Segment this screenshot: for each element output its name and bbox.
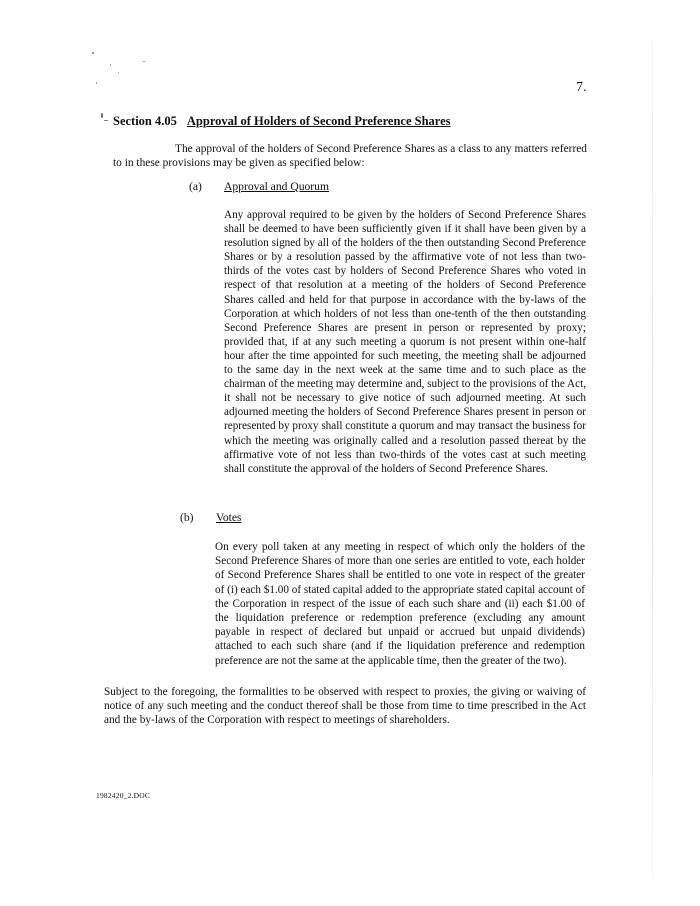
- section-heading: [113, 114, 451, 129]
- subsection-a-text: Any approval required to be given by the holders of Second Preference Shares shall be deemed to have been sufficiently given if it shall have been given by a resolution signed by all of the holders of the then outstanding Second Preference Shares or by a resolution passed by the affirmative vote of not less than two-thirds of the votes cast by holders of Second Preference Shares who voted in respect of that resolution at a meeting of the holders of Second Preference Shares called and held for that purpose in accordance with the by-laws of the Corporation at which holders of not less than one-tenth of the then outstanding Second Preference Shares are present in person or represented by proxy; provided that, if at any such meeting a quorum is not present within one-half hour after the time appointed for such meeting, the meeting shall be adjourned to the same day in the next week at the same time and to such place as the chairman of the meeting may determine and, subject to the provisions of the Act, it shall not be necessary to give notice of such adjourned meeting. At such adjourned meeting the holders of Second Preference Shares present in person or represented by proxy shall constitute a quorum and may transact the business for which the meeting was originally called and a resolution passed thereat by the affirmative vote of not less than two-thirds of the votes cast at such meeting shall constitute the approval of the holders of Second Preference Shares.: [224, 209, 586, 475]
- subsection-b-label: (b): [180, 511, 194, 524]
- scan-speck: [101, 113, 103, 118]
- section-number: Section 4.05: [113, 114, 177, 128]
- section-intro: The approval of the holders of Second Preference Shares as a class to any matters referred to in these provisions may be given as specified below:: [113, 143, 587, 169]
- page-number: 7.: [576, 80, 587, 95]
- closing-paragraph: Subject to the foregoing, the formalities to be observed with respect to proxies, the giving or waiving of notice of any such meeting and the conduct thereof shall be those from time to time prescribed in the Act and the by-laws of the Corporation with respect to meetings of shareholders.: [104, 686, 586, 726]
- scan-margin-line: [652, 40, 653, 880]
- scan-speck: [104, 120, 108, 121]
- subsection-a-label: (a): [189, 180, 202, 193]
- scan-speck: [96, 82, 97, 84]
- scan-speck: [118, 72, 119, 73]
- subsection-a-title: Approval and Quorum: [224, 180, 329, 193]
- subsection-b-title: Votes: [216, 511, 242, 524]
- subsection-b-text: On every poll taken at any meeting in respect of which only the holders of the Second Preference Shares of more than one series are entitled to vote, each holder of Second Preference Shares shall be entitled to one vote in respect of the greater of (i) each $1.00 of stated capital added to the appropriate stated capital account of the Corporation in respect of the issue of each such share and (ii) each $1.00 of the liquidation preference or redemption preference (excluding any amount payable in respect of declared but unpaid or accrued but unpaid dividends) attached to each such share (and if the liquidation preference and redemption preference are not the same at the applicable time, then the greater of the two).: [215, 541, 585, 667]
- scan-speck: [110, 64, 111, 66]
- section-title: Approval of Holders of Second Preference Shares: [186, 114, 451, 128]
- scan-speck: [92, 52, 94, 54]
- document-reference: 1982420_2.DOC: [96, 791, 151, 800]
- scan-speck: [143, 61, 145, 62]
